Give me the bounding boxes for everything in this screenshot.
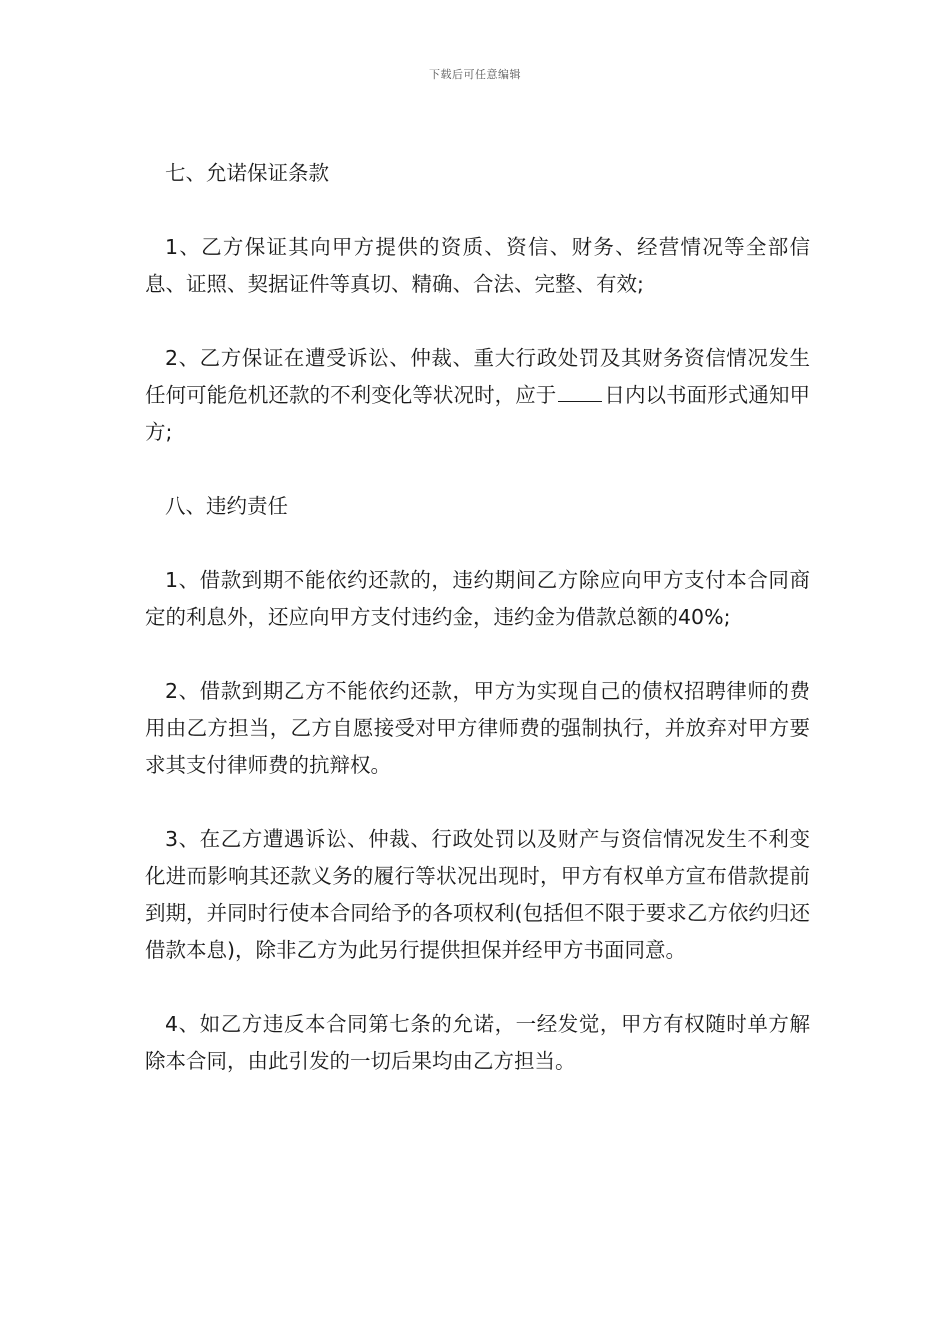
page-header-note: 下载后可任意编辑	[429, 68, 521, 81]
section-heading-guarantee: 七、允诺保证条款	[165, 161, 329, 185]
section-heading-liability: 八、违约责任	[165, 494, 288, 518]
clause-8-4: 4、如乙方违反本合同第七条的允诺，一经发觉，甲方有权随时单方解除本合同，由此引发的一切后果均由乙方担当。	[145, 1012, 810, 1073]
clause-7-1: 1、乙方保证其向甲方提供的资质、资信、财务、经营情况等全部信息、证照、契据证件等真切、精确、合法、完整、有效;	[145, 235, 810, 296]
clause-8-3: 3、在乙方遭遇诉讼、仲裁、行政处罚以及财产与资信情况发生不利变化进而影响其还款义务的履行等状况出现时，甲方有权单方宣布借款提前到期，并同时行使本合同给予的各项权利(包括但不限于要求乙方依约归还借款本息)，除非乙方为此另行提供担保并经甲方书面同意。	[145, 827, 810, 962]
clause-8-2: 2、借款到期乙方不能依约还款，甲方为实现自己的债权招聘律师的费用由乙方担当，乙方自愿接受对甲方律师费的强制执行，并放弃对甲方要求其支付律师费的抗辩权。	[145, 679, 810, 777]
fill-in-blank-days[interactable]	[558, 379, 602, 402]
clause-8-1: 1、借款到期不能依约还款的，违约期间乙方除应向甲方支付本合同商定的利息外，还应向甲方支付违约金，违约金为借款总额的40%;	[145, 568, 810, 629]
document-body	[145, 155, 810, 1117]
clause-7-2-text-before: 2、乙方保证在遭受诉讼、仲裁、重大行政处罚及其财务资信情况发生任何可能危机还款的不利变化等状况时，应于	[145, 346, 810, 407]
clause-7-2-text-after: 日内以书面形式通知甲方;	[145, 383, 811, 444]
clause-7-2	[145, 340, 810, 451]
